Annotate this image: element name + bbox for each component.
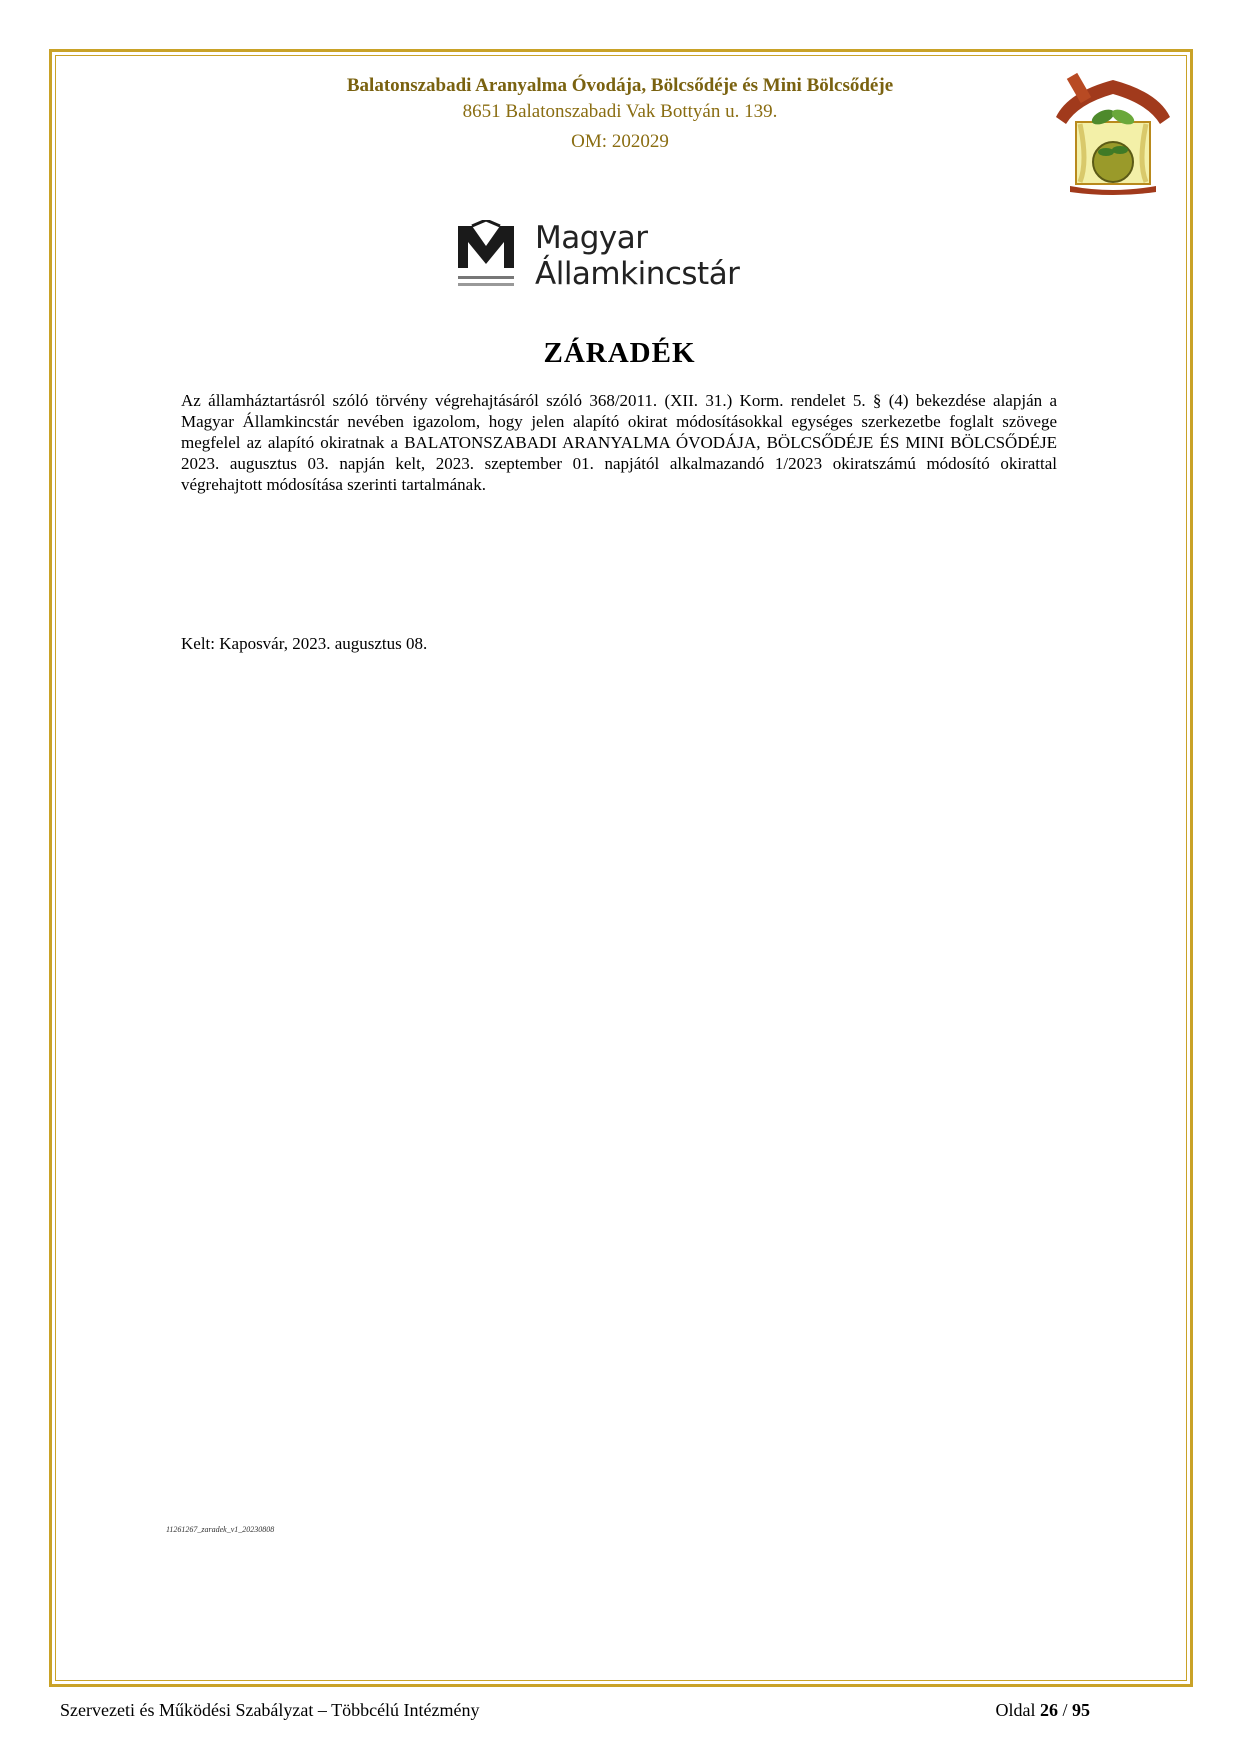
institution-om: OM: 202029 (571, 131, 669, 152)
document-title: ZÁRADÉK (543, 337, 696, 369)
dated-place: Kelt: Kaposvár, 2023. augusztus 08. (181, 634, 428, 653)
logo-line-1: Magyar (535, 220, 648, 256)
footer-document-name: Szervezeti és Működési Szabályzat – Többcélú Intézmény (60, 1700, 480, 1720)
zaradek-body: Az államháztartásról szóló törvény végrehajtásáról szóló 368/2011. (XII. 31.) Korm. rendelet 5. § (4) bekezdése alapján a Magyar Államkincstár nevében igazolom, hogy jelen alapító okirat módosításokkal egységes szerkezetbe foglalt szövege megfelel az alapító okiratnak a BALATONSZABADI ARANYALMA ÓVODÁJA, BÖLCSŐDÉJE ÉS MINI BÖLCSŐDÉJE 2023. augusztus 03. napján kelt, 2023. szeptember 01. napjától alkalmazandó 1/2023 okiratszámú módosító okirattal végrehajtott módosítása szerinti tartalmának. (181, 391, 1057, 494)
page-total: 95 (1072, 1700, 1090, 1720)
document-reference: 11261267_zaradek_v1_20230808 (166, 1525, 275, 1534)
magyar-allamkincstar-logo-text (535, 220, 739, 292)
school-apple-logo-icon (1048, 72, 1178, 197)
document-header (200, 73, 1040, 155)
logo-line-2: Államkincstár (535, 256, 740, 292)
page-current: 26 (1039, 1700, 1058, 1720)
page-label: Oldal (995, 1700, 1040, 1720)
footer-page-number (995, 1700, 1090, 1721)
institution-name: Balatonszabadi Aranyalma Óvodája, Bölcsődéje és Mini Bölcsődéje (346, 75, 894, 96)
page-separator: / (1057, 1700, 1072, 1720)
institution-address: 8651 Balatonszabadi Vak Bottyán u. 139. (462, 101, 778, 122)
